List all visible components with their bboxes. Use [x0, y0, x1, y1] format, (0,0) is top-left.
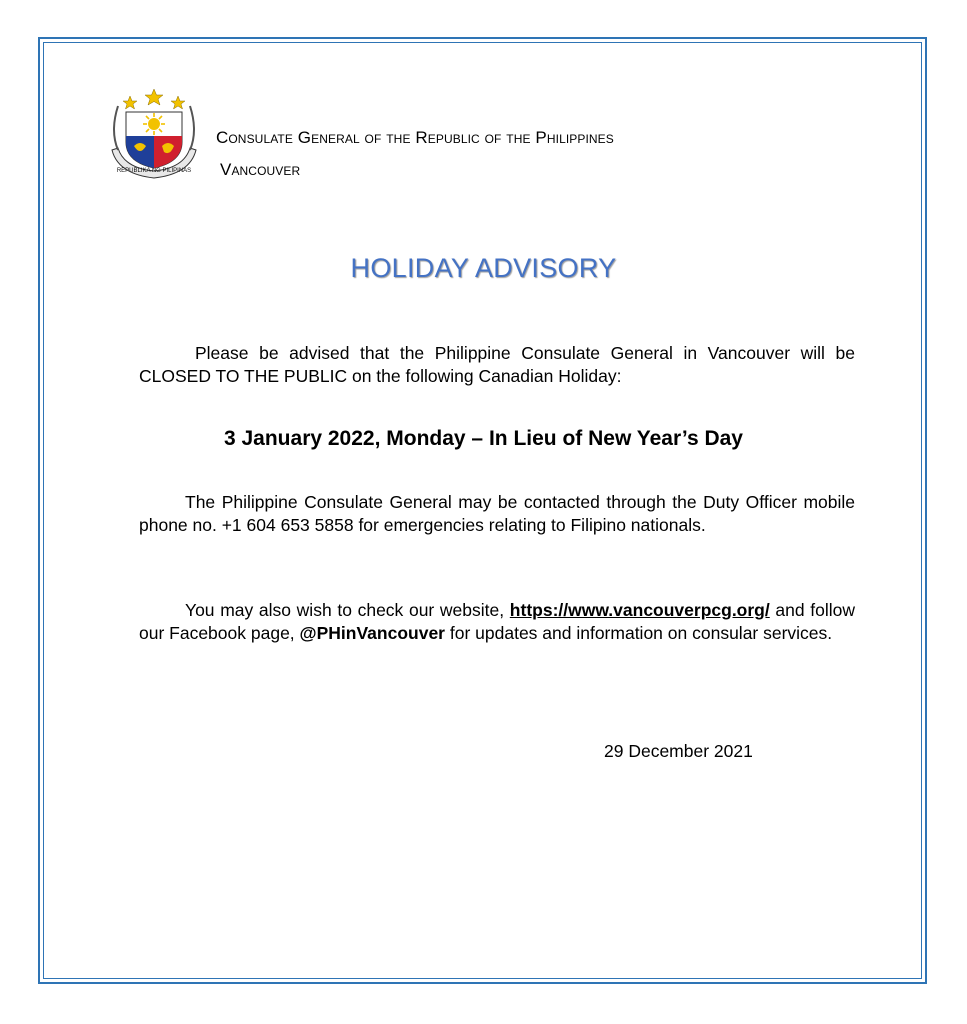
website-link[interactable]: https://www.vancouverpcg.org/	[509, 600, 770, 620]
closure-notice-paragraph: Please be advised that the Philippine Consulate General in Vancouver will be CLOSED TO THE PUBLIC on the following Canadian Holiday:	[139, 343, 855, 386]
website-lead-text: You may also wish to check our website,	[185, 600, 505, 620]
consulate-header	[216, 122, 614, 186]
facebook-handle[interactable]: @PHinVancouver	[299, 623, 445, 643]
consulate-name: Consulate General of the Republic of the Philippines	[216, 128, 614, 147]
consulate-city: Vancouver	[220, 160, 301, 179]
website-middle-text: and follow our Facebook page,	[139, 600, 855, 643]
duty-officer-paragraph: The Philippine Consulate General may be contacted through the Duty Officer mobile phone no. +1 604 653 5858 for emergencies relating to Filipino nationals.	[139, 492, 855, 535]
advisory-title: HOLIDAY ADVISORY	[350, 253, 617, 283]
website-paragraph	[139, 599, 855, 645]
website-tail-text: for updates and information on consular services.	[445, 623, 833, 643]
svg-text:REPUBLIKA NG PILIPINAS: REPUBLIKA NG PILIPINAS	[116, 168, 192, 174]
issue-date: 29 December 2021	[604, 741, 753, 761]
holiday-date: 3 January 2022, Monday – In Lieu of New Year’s Day	[223, 427, 743, 450]
philippine-seal-logo	[108, 86, 200, 182]
